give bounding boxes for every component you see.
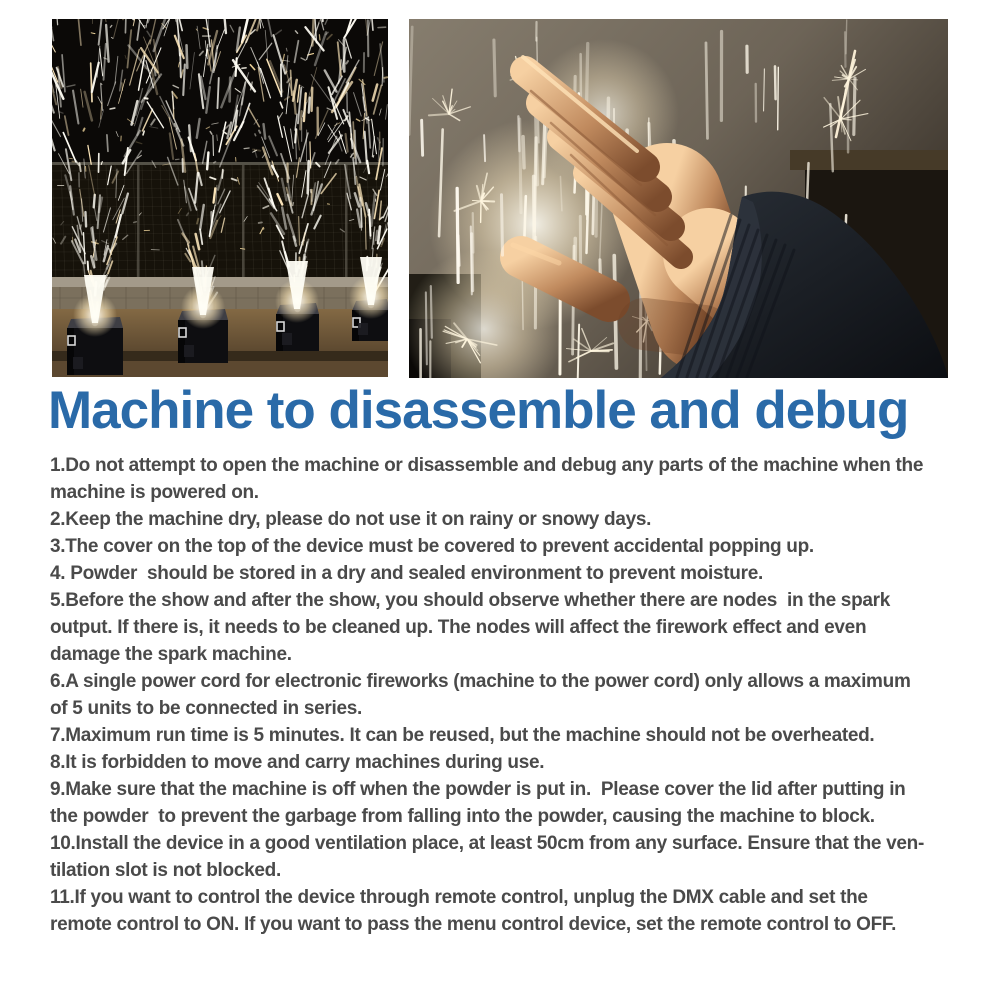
instruction-line: damage the spark machine. — [50, 644, 292, 665]
instruction-line: 8.It is forbidden to move and carry machines during use. — [50, 752, 545, 773]
instruction-line: 11.If you want to control the device through remote control, unplug the DMX cable and set the — [50, 887, 868, 908]
instruction-line: 6.A single power cord for electronic fireworks (machine to the power cord) only allows a maximum — [50, 671, 911, 692]
instruction-line: 9.Make sure that the machine is off when the powder is put in. Please cover the lid after putting in — [50, 779, 906, 800]
instruction-line: 2.Keep the machine dry, please do not use it on rainy or snowy days. — [50, 509, 652, 530]
hand-touching-sparks-photo — [409, 19, 948, 378]
instruction-line: 3.The cover on the top of the device must be covered to prevent accidental popping up. — [50, 536, 814, 557]
instruction-line: the powder to prevent the garbage from falling into the powder, causing the machine to block. — [50, 806, 875, 827]
instruction-line: 5.Before the show and after the show, you should observe whether there are nodes in the spark — [50, 590, 891, 611]
instruction-line: tilation slot is not blocked. — [50, 860, 281, 881]
instruction-line: machine is powered on. — [50, 482, 259, 503]
instruction-line: of 5 units to be connected in series. — [50, 698, 362, 719]
instruction-line: 7.Maximum run time is 5 minutes. It can be reused, but the machine should not be overheated. — [50, 725, 875, 746]
instruction-line: output. If there is, it needs to be cleaned up. The nodes will affect the firework effect and even — [50, 617, 867, 638]
instruction-line: 10.Install the device in a good ventilation place, at least 50cm from any surface. Ensure that the ven- — [50, 833, 924, 854]
instruction-line: 1.Do not attempt to open the machine or disassemble and debug any parts of the machine when the — [50, 455, 924, 476]
instruction-line: 4. Powder should be stored in a dry and sealed environment to prevent moisture. — [50, 563, 763, 584]
spark-machines-night-photo — [52, 19, 388, 377]
instruction-list — [50, 452, 960, 938]
page-title: Machine to disassemble and debug — [48, 381, 909, 440]
instruction-line: remote control to ON. If you want to pass the menu control device, set the remote control to OFF. — [50, 914, 897, 935]
